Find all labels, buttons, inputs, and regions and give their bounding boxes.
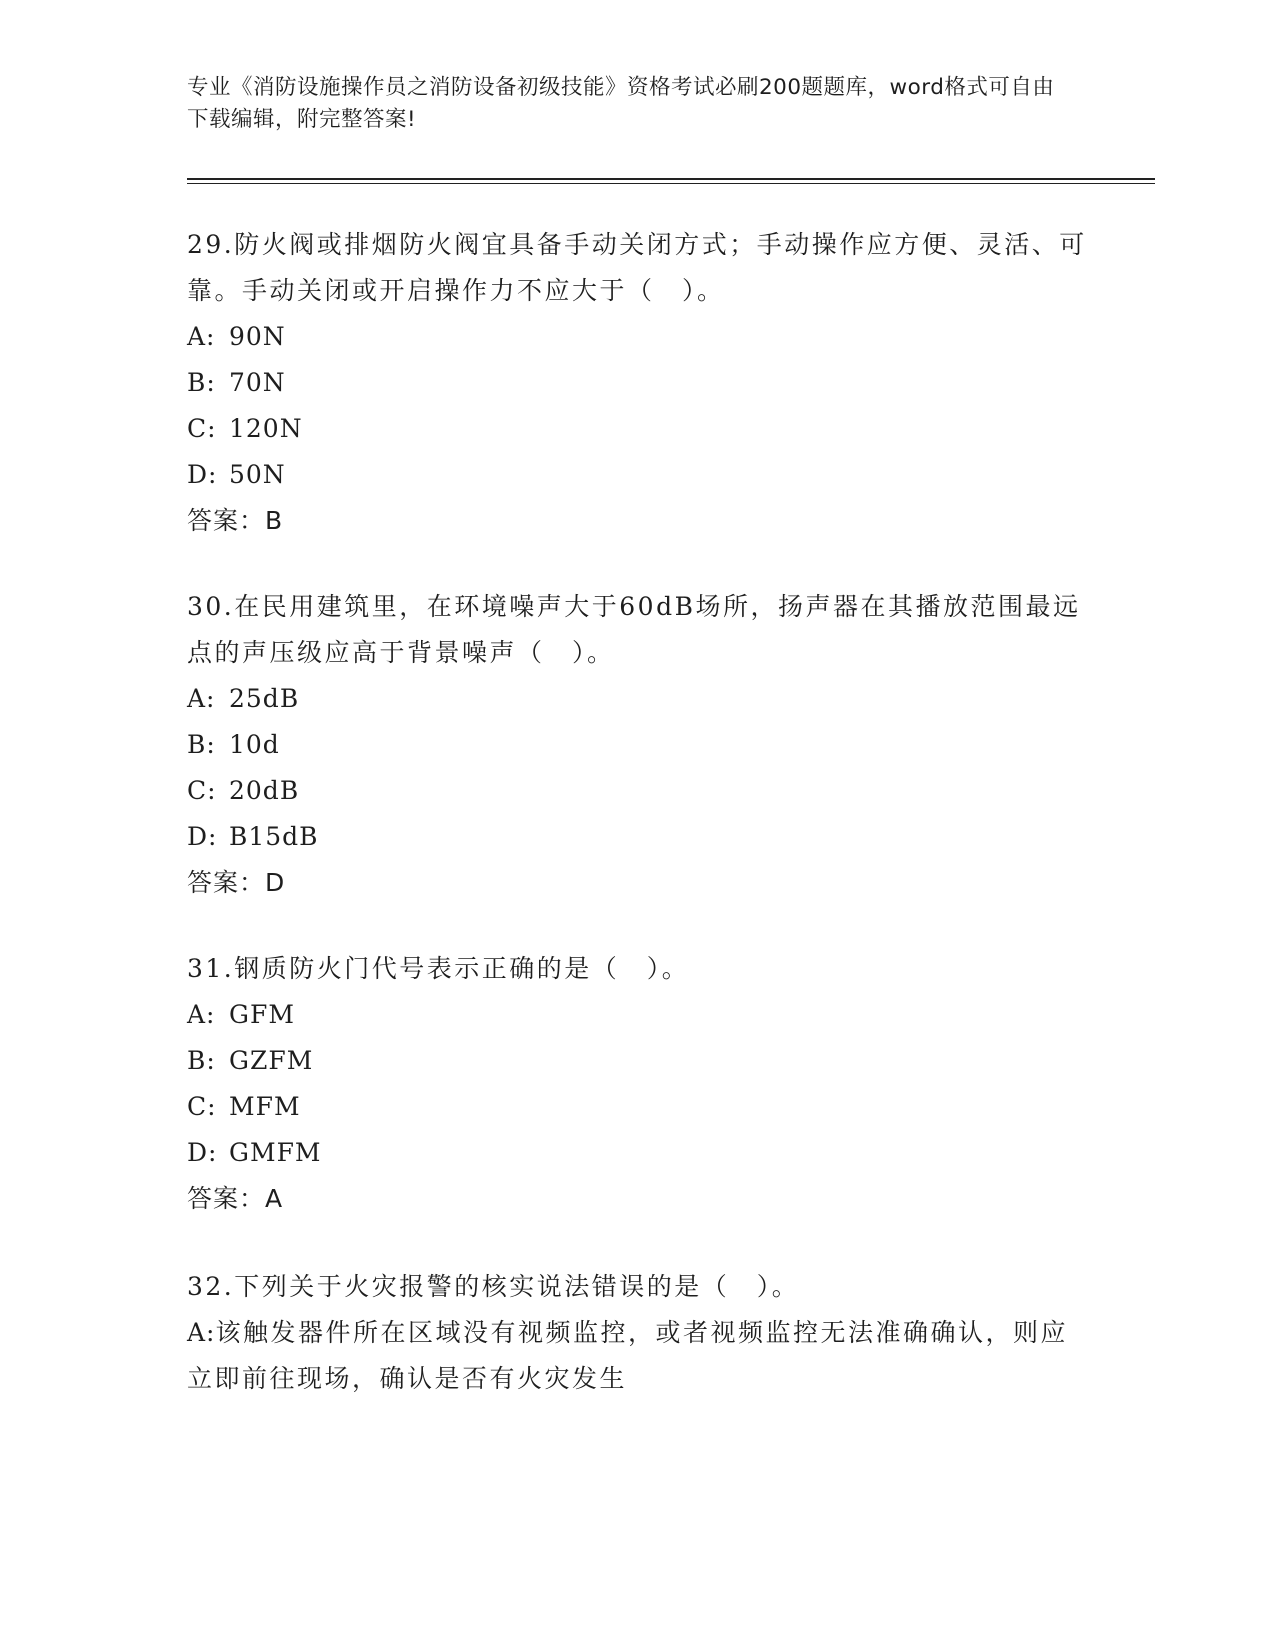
option-text: 90N — [229, 322, 286, 351]
option-c — [187, 768, 1087, 814]
option-text: 120N — [229, 414, 303, 443]
option-b — [187, 1038, 1087, 1084]
question-29 — [187, 222, 1087, 544]
option-letter: D: — [187, 460, 218, 489]
option-d — [187, 814, 1087, 860]
answer-label: 答案： — [187, 1184, 266, 1213]
option-text: 50N — [229, 460, 286, 489]
option-letter: A: — [187, 1000, 216, 1029]
option-letter: D: — [187, 1138, 218, 1167]
option-letter: C: — [187, 414, 217, 443]
option-c — [187, 1084, 1087, 1130]
question-stem: 30.在民用建筑里，在环境噪声大于60dB场所，扬声器在其播放范围最远点的声压级应高于背景噪声（ ）。 — [187, 592, 1081, 667]
option-a — [187, 1310, 1087, 1402]
option-letter: B: — [187, 1046, 216, 1075]
question-32 — [187, 1264, 1087, 1402]
question-31 — [187, 946, 1087, 1222]
option-text: GZFM — [229, 1046, 314, 1075]
option-text: B15dB — [229, 822, 319, 851]
option-text: GFM — [229, 1000, 295, 1029]
page-header: 专业《消防设施操作员之消防设备初级技能》资格考试必刷200题题库，word格式可自由下载编辑，附完整答案! — [187, 75, 1055, 132]
option-letter: D: — [187, 822, 218, 851]
option-text: GMFM — [229, 1138, 322, 1167]
option-text: 10d — [229, 730, 280, 759]
option-letter: C: — [187, 776, 217, 805]
option-letter: A: — [187, 322, 216, 351]
option-a — [187, 314, 1087, 360]
header-rule-thick — [187, 178, 1155, 180]
option-text: 该触发器件所在区域没有视频监控，或者视频监控无法准确确认，则应立即前往现场，确认是否有火灾发生 — [187, 1318, 1068, 1393]
answer-value: A — [265, 1184, 284, 1213]
option-d — [187, 452, 1087, 498]
option-letter: A: — [187, 1318, 216, 1347]
option-a — [187, 992, 1087, 1038]
option-c — [187, 406, 1087, 452]
answer-label: 答案： — [187, 868, 266, 897]
header-rule-thin — [187, 183, 1155, 184]
answer-value: B — [265, 506, 284, 535]
option-letter: B: — [187, 730, 216, 759]
option-letter: C: — [187, 1092, 217, 1121]
question-stem: 32.下列关于火灾报警的核实说法错误的是（ ）。 — [187, 1272, 800, 1301]
question-stem: 29.防火阀或排烟防火阀宜具备手动关闭方式；手动操作应方便、灵活、可靠。手动关闭或开启操作力不应大于（ ）。 — [187, 230, 1087, 305]
answer-label: 答案： — [187, 506, 266, 535]
answer-line — [187, 1176, 1087, 1222]
answer-value: D — [265, 868, 286, 897]
option-text: 25dB — [229, 684, 300, 713]
answer-line — [187, 498, 1087, 544]
option-text: 70N — [229, 368, 286, 397]
option-letter: A: — [187, 684, 216, 713]
question-stem: 31.钢质防火门代号表示正确的是（ ）。 — [187, 954, 690, 983]
option-b — [187, 722, 1087, 768]
option-d — [187, 1130, 1087, 1176]
option-text: 20dB — [229, 776, 300, 805]
option-b — [187, 360, 1087, 406]
option-letter: B: — [187, 368, 216, 397]
option-a — [187, 676, 1087, 722]
option-text: MFM — [229, 1092, 301, 1121]
question-30 — [187, 584, 1087, 906]
answer-line — [187, 860, 1087, 906]
